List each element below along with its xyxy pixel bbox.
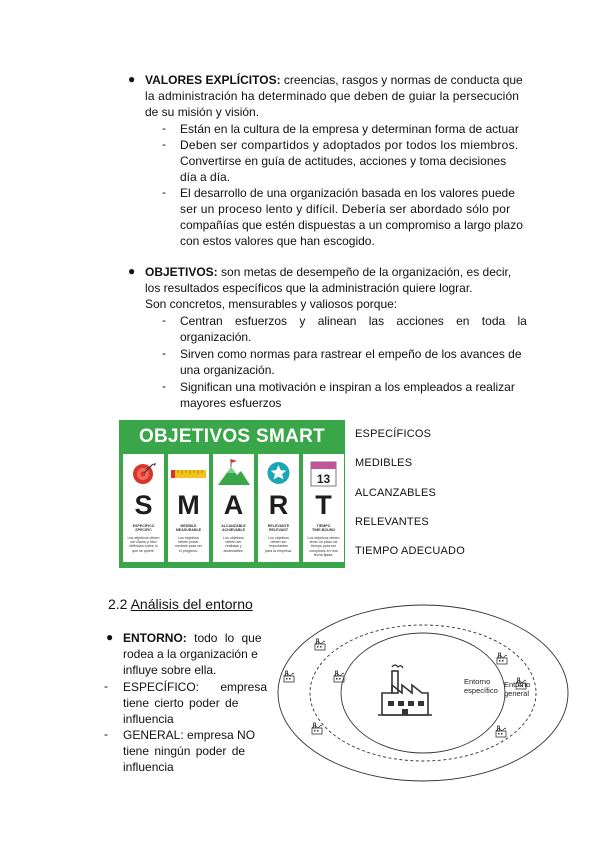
letter-m: M [177,490,200,520]
section-number: 2.2 [108,596,128,612]
dash: - [162,379,166,393]
objetivos-sub-2b: una organización. [180,363,275,377]
dash: - [162,137,166,151]
objetivos-line-3: Son concretos, mensurables y valiosos porque: [145,297,398,311]
valores-sub-3c: compañías que estén dispuestas a un compromiso a largo plazo [180,218,523,232]
entorno-general-line-2: tiene ningún poder de [123,744,246,758]
factory-icon [378,665,432,715]
mountain-flag-icon [213,457,254,487]
valores-sub-2a: Deben ser compartidos y adoptados por todos los miembros. [180,138,519,152]
desc-t: Los objetivos deben tener un plazo de tiempo para ser cumplidos en una fecha fijada. [307,536,340,557]
bullet: ● [128,72,136,86]
objetivos-sub-1b: organización. [180,330,252,344]
desc-r: Los objetivos deben ser importantes para la empresa. [265,536,292,553]
calendar-day: 13 [316,472,331,486]
ruler-icon [168,457,209,487]
entorno-especifico-line-3: influencia [123,712,174,726]
dash: - [162,185,166,199]
factory-icon [284,671,294,682]
bullet: ● [128,264,136,278]
objetivos-line-1: OBJETIVOS: son metas de desempeño de la organización, es decir, [145,265,512,279]
smart-column-a [213,454,254,562]
valores-line-2: la administración ha determinado que deben de guiar la persecución [145,89,520,103]
entorno-line-3: influye sobre ella. [123,663,217,677]
caption-r: RELEVANTE RELEVANT [267,524,290,533]
smart-column-r [258,454,299,562]
entorno-diagram [270,600,570,785]
objetivos-term: OBJETIVOS: [145,265,218,279]
smart-title: OBJETIVOS SMART [138,426,326,447]
letter-a: A [223,490,244,520]
desc-s: Los objetivos deben ser claros y bien definidos sobre lo que se quiere. [127,536,160,553]
valores-sub-3b: ser un proceso lento y difícil. Debería ser abordado sólo por [180,202,511,216]
dash: - [162,313,166,327]
dash: - [104,727,108,741]
outer-environment-label: Entorno general [504,680,531,698]
objetivos-line-2: los resultados específicos que la administración quiere lograr. [145,281,473,295]
dash: - [162,121,166,135]
factory-icon [496,726,506,737]
valores-term: VALORES EXPLÍCITOS: [145,73,281,87]
smart-column-m [168,454,209,562]
caption-m: MEDIBLE MEASURABLE [175,524,202,533]
factory-icon [312,723,322,734]
valores-sub-3a: El desarrollo de una organización basada en los valores puede [180,186,515,200]
caption-s: ESPECÍFICO SPECIFIC [132,524,155,533]
objetivos-sub-2a: Sirven como normas para rastrear el empeño de los avances de [180,347,522,361]
section-heading [108,596,253,612]
factory-icon [497,653,507,664]
smart-label-especificos: ESPECÍFICOS [355,428,432,440]
target-icon [123,457,164,487]
letter-s: S [134,490,153,520]
entorno-term: ENTORNO: [123,631,187,645]
calendar-icon [303,457,344,487]
star-badge-icon [258,457,299,487]
factory-icon [315,639,325,650]
dash: - [104,679,108,693]
valores-line-1: VALORES EXPLÍCITOS: creencias, rasgos y normas de conducta que [145,73,523,87]
inner-environment-label: Entorno específico [464,677,498,695]
valores-sub-2b: Convertirse en guía de actitudes, acciones y toma decisiones [180,154,507,168]
objetivos-sub-3a: Significan una motivación e inspiran a los empleados a realizar [180,380,515,394]
valores-sub-2c: día a día. [180,170,231,184]
letter-r: R [268,490,289,520]
section-title: Análisis del entorno [130,596,253,612]
entorno-general-line-1: GENERAL: empresa NO [123,728,256,742]
smart-label-alcanzables: ALCANZABLES [355,487,437,499]
valores-line-3: de su misión y visión. [145,105,260,119]
bullet: ● [106,630,114,644]
letter-t: T [315,490,332,520]
smart-infographic [119,420,345,568]
entorno-especifico-line-2: tiene cierto poder de [123,696,239,710]
entorno-general-line-3: influencia [123,760,174,774]
caption-a: ALCANZABLE ACHIEVABLE [221,524,246,533]
valores-sub-3d: con estos valores que han escogido. [180,234,375,248]
entorno-line-1: ENTORNO: todo lo que [123,631,262,645]
desc-m: Los objetivos deben poder medirse para ver el progreso. [175,536,202,553]
dash: - [162,346,166,360]
caption-t: TIEMPO TIME-BOUND [312,524,335,533]
smart-label-medibles: MEDIBLES [355,457,413,469]
objetivos-sub-1a: Centran esfuerzos y alinean las acciones en toda la [180,314,527,328]
objetivos-sub-3b: mayores esfuerzos [180,396,282,410]
smart-label-tiempo: TIEMPO ADECUADO [355,545,465,557]
entorno-especifico-line-1: ESPECÍFICO: empresa [123,680,267,694]
smart-column-s [123,454,164,562]
smart-column-t [303,454,344,562]
valores-sub-1: Están en la cultura de la empresa y determinan forma de actuar [180,122,519,136]
smart-label-relevantes: RELEVANTES [355,516,429,528]
entorno-line-2: rodea a la organización e [123,647,258,661]
desc-a: Los objetivos deben ser realistas y alcanzables. [223,536,244,553]
